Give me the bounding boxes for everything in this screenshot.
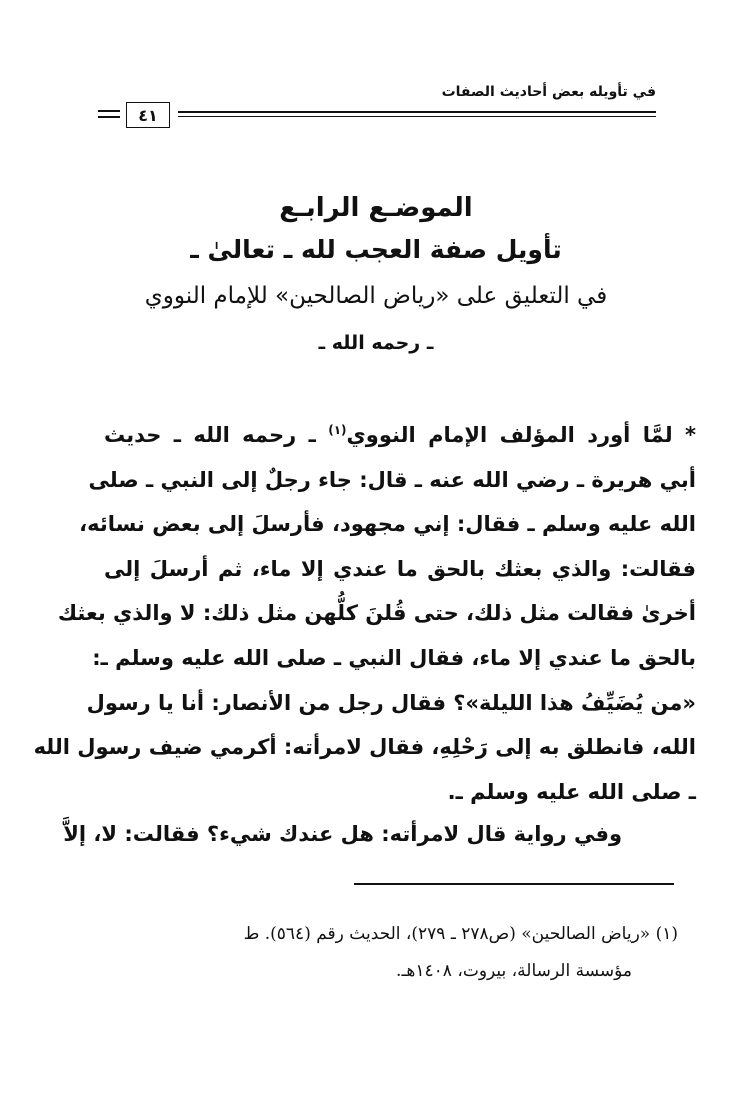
page-number-dash — [98, 110, 120, 112]
footnote-line: مؤسسة الرسالة، بيروت، ١٤٠٨هـ. — [396, 961, 632, 981]
section-subheading-2: في التعليق على «رياض الصالحين» للإمام النووي — [144, 283, 608, 309]
body-line: فقالت: والذي بعثك بالحق ما عندي إلا ماء، ثم أرسلَ إلى — [104, 556, 696, 581]
footnote — [102, 916, 678, 990]
body-line: الله عليه وسلم ـ فقال: إني مجهود، فأرسلَ إلى بعض نسائه، — [79, 512, 696, 537]
body-paragraph-2: وفي رواية قال لامرأته: هل عندك شيء؟ فقالت: لا، إلاَّ — [63, 822, 622, 846]
body-line: أخرىٰ فقالت مثل ذلك، حتى قُلنَ كلُّهن مثل ذلك: لا والذي بعثك — [57, 601, 696, 626]
section-heading: الموضـع الرابـع — [279, 193, 473, 223]
body-line: الله، فانطلق به إلى رَحْلِهِ، فقال لامرأته: أكرمي ضيف رسول الله — [33, 735, 696, 760]
body-line: أبي هريرة ـ رضي الله عنه ـ قال: جاء رجلٌ إلى النبي ـ صلى — [88, 467, 696, 492]
header-rule — [178, 111, 656, 113]
body-line: «من يُضَيِّفُ هذا الليلة»؟ فقال رجل من الأنصار: أنا يا رسول — [86, 690, 696, 715]
header-rule-thin — [178, 116, 656, 117]
footnote-rule — [354, 883, 674, 885]
body-text — [33, 408, 696, 814]
footnote-line: (١) «رياض الصالحين» (ص٢٧٨ ـ ٢٧٩)، الحديث رقم (٥٦٤). ط — [243, 924, 678, 944]
footnote-ref[interactable]: (١) — [328, 423, 347, 437]
section-subheading-3: ـ رحمه الله ـ — [318, 332, 434, 354]
body-line: بالحق ما عندي إلا ماء، فقال النبي ـ صلى الله عليه وسلم ـ: — [92, 645, 696, 670]
body-line: * لمَّا أورد المؤلف الإمام النووي$^{(١)}$ ـ رحمه الله ـ حديث — [104, 423, 696, 447]
page-number-dash — [98, 116, 120, 118]
running-header-title: في تأويله بعض أحاديث الصفات — [441, 84, 656, 100]
section-subheading: تأويل صفة العجب لله ـ تعالىٰ ـ — [190, 235, 562, 264]
body-line: ـ صلى الله عليه وسلم ـ. — [447, 779, 696, 804]
page-number: ٤١ — [126, 102, 170, 128]
